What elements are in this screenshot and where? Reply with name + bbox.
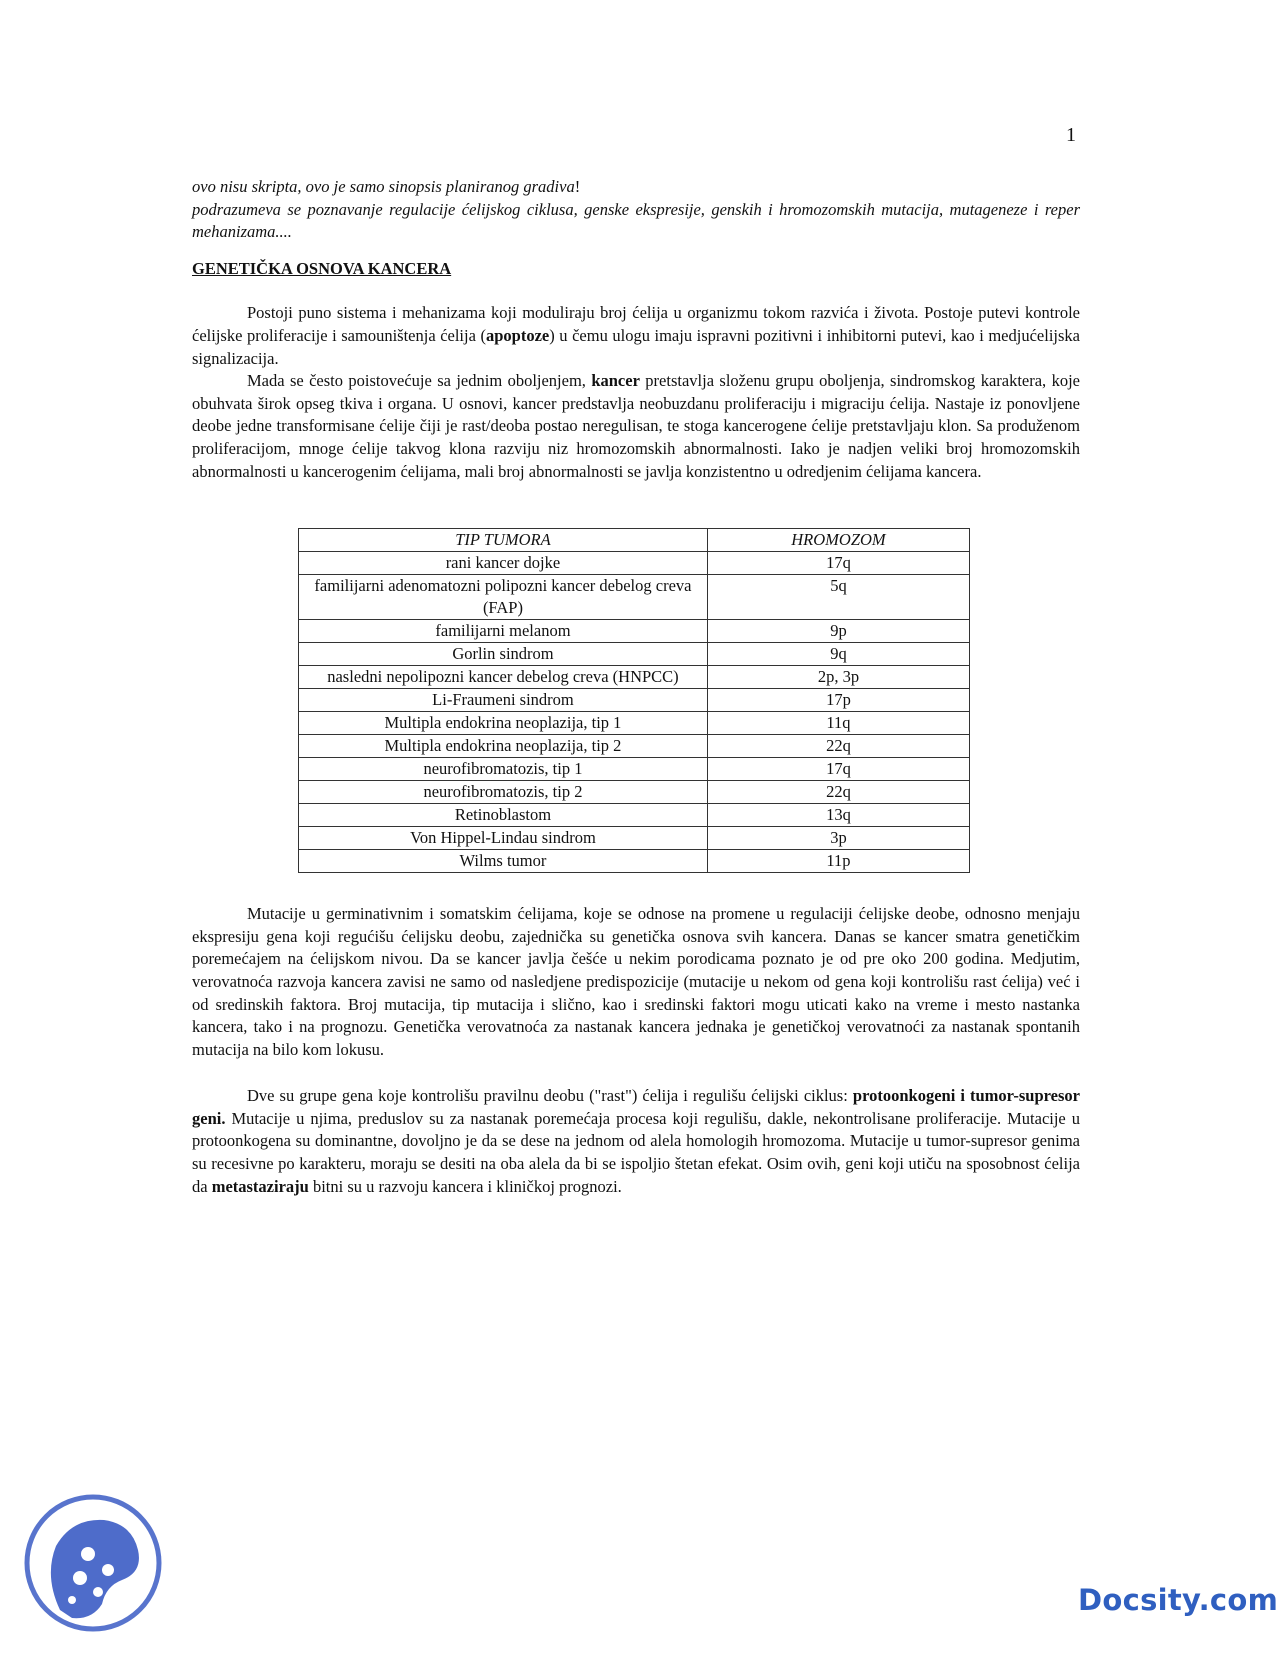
table-row — [299, 643, 970, 666]
paragraph-4-text-a: Dve su grupe gena koje kontrolišu pravilnu deobu ("rast") ćelija i regulišu ćelijski ciklus: — [247, 1086, 853, 1106]
paragraph-4 — [192, 1085, 1080, 1198]
paragraph-4-text-c: bitni su u razvoju kancera i kliničkoj prognozi. — [308, 1176, 622, 1196]
chromosome-cell: 5q — [707, 575, 969, 620]
chromosome-cell: 22q — [707, 781, 969, 804]
table-row — [299, 689, 970, 712]
docsity-brand-text[interactable]: Docsity.com — [1078, 1583, 1279, 1617]
table-row — [299, 758, 970, 781]
table-row — [299, 827, 970, 850]
table-row — [299, 712, 970, 735]
chromosome-cell: 3p — [707, 827, 969, 850]
paragraph-2 — [192, 370, 1080, 483]
chromosome-cell: 2p, 3p — [707, 666, 969, 689]
section-title: GENETIČKA OSNOVA KANCERA — [192, 258, 452, 278]
chromosome-cell: 22q — [707, 735, 969, 758]
tumor-type-cell: Li-Fraumeni sindrom — [299, 689, 708, 712]
table-header-row — [299, 529, 970, 552]
paragraph-4-bold-genes: protoonkogeni i tumor-supresor geni. — [192, 1086, 1080, 1128]
paragraph-2-text-b: pretstavlja složenu grupu oboljenja, sindromskog karaktera, koje obuhvata širok opseg tkiva i organa. U osnovi, kancer predstavlja neobuzdanu proliferaciju i migraciju ćelija. Nastaje iz ponovljene deobe jedne transformisane ćelije čiji je rast/deoba postao neregulisan, te stoga kancerogene ćelije pretstavljaju klon. Sa produženom proliferacijom, mnoge ćelije takvog klona razviju niz hromozomskih abnormalnosti. Iako je nadjen veliki broj hromozomskih abnormalnosti u kancerogenim ćelijama, mali broj abnormalnosti se javlja konzistentno u odredjenim ćelijama kancera. — [192, 371, 1080, 481]
paragraph-1-text-a: Postoji puno sistema i mehanizama koji moduliraju broj ćelija u organizmu tokom razvića i života. Postoje putevi kontrole ćelijske proliferacije i samouništenja ćelija ( — [192, 303, 1080, 345]
header-note-1-mark: ! — [574, 177, 581, 196]
chromosome-cell: 17q — [707, 758, 969, 781]
paragraph-1-text-b: ) u čemu ulogu imaju ispravni pozitivni i inhibitorni putevi, kao i medjućelijska signalizacija. — [192, 325, 1080, 368]
tumor-type-cell: familijarni adenomatozni polipozni kancer debelog creva (FAP) — [299, 575, 708, 620]
chromosome-cell: 17p — [707, 689, 969, 712]
paragraph-4-text-b: Mutacije u njima, preduslov su za nastanak poremećaja procesa koji regulišu, dakle, nekontrolisane proliferacije. Mutacije u protoonkogena su dominantne, dovoljno je da se dese na jednom od alela homologih hromozoma. Mutacije u tumor-supresor genima su recesivne po karakteru, moraju se desiti na oba alela da bi se ispoljio štetan efekat. Osim ovih, geni koji utiču na sposobnost ćelija da — [192, 1108, 1080, 1196]
tumor-type-cell: Gorlin sindrom — [299, 643, 708, 666]
table-row — [299, 735, 970, 758]
docsity-logo-icon[interactable] — [22, 1492, 164, 1634]
header-note-1 — [192, 176, 1080, 199]
chromosome-cell: 9p — [707, 620, 969, 643]
page-number: 1 — [1066, 124, 1076, 146]
table-row — [299, 575, 970, 620]
chromosome-cell: 11q — [707, 712, 969, 735]
tumor-type-cell: Multipla endokrina neoplazija, tip 1 — [299, 712, 708, 735]
tumor-type-cell: neurofibromatozis, tip 1 — [299, 758, 708, 781]
table-row — [299, 552, 970, 575]
header-tumor-type: TIP TUMORA — [299, 529, 708, 552]
table-row — [299, 850, 970, 873]
header-chromosome: HROMOZOM — [707, 529, 969, 552]
tumor-type-cell: Multipla endokrina neoplazija, tip 2 — [299, 735, 708, 758]
tumor-chromosome-table — [298, 528, 970, 873]
paragraph-2-bold: kancer — [591, 371, 640, 391]
chromosome-cell: 17q — [707, 552, 969, 575]
paragraph-3: Mutacije u germinativnim i somatskim ćelijama, koje se odnose na promene u regulaciji ćelijske deobe, odnosno menjaju ekspresiju gena koji regućišu ćelijsku deobu, zajednička su genetička osnova svih kancera. Danas se kancer smatra genetičkim poremećajem na ćelijskom nivou. Da se kancer javlja češće u nekim porodicama poznato je od pre oko 200 godina. Medjutim, verovatnoća razvoja kancera zavisi ne samo od nasledjene predispozicije (mutacije u nekom od gena koji kontrolišu rast ćelija) već i od sredinskih faktora. Broj mutacija, tip mutacija i slično, kao i sredinski faktori mogu uticati kako na vreme i mesto nastanka kancera, tako i na prognozu. Genetička verovatnoća za nastanak kancera jednaka je genetičkoj verovatnoći za nastanak spontanih mutacija na bilo kom lokusu. — [192, 904, 1080, 1059]
chromosome-cell: 9q — [707, 643, 969, 666]
tumor-table-wrapper — [192, 528, 1080, 873]
paragraph-1-bold: apoptoze — [485, 325, 550, 345]
tumor-type-cell: familijarni melanom — [299, 620, 708, 643]
paragraph-4-bold-metastasis: metastaziraju — [211, 1176, 309, 1196]
table-row — [299, 804, 970, 827]
paragraph-1 — [192, 302, 1080, 370]
tumor-type-cell: Von Hippel-Lindau sindrom — [299, 827, 708, 850]
chromosome-cell: 13q — [707, 804, 969, 827]
tumor-type-cell: neurofibromatozis, tip 2 — [299, 781, 708, 804]
table-row — [299, 620, 970, 643]
tumor-type-cell: nasledni nepolipozni kancer debelog creva (HNPCC) — [299, 666, 708, 689]
tumor-type-cell: Retinoblastom — [299, 804, 708, 827]
paragraph-2-text-a: Mada se često poistovećuje sa jednim oboljenjem, — [247, 371, 592, 391]
document-body — [192, 176, 1080, 1198]
table-row — [299, 781, 970, 804]
tumor-type-cell: rani kancer dojke — [299, 552, 708, 575]
header-note-2: podrazumeva se poznavanje regulacije ćelijskog ciklusa, genske ekspresije, genskih i hromozomskih mutacija, mutageneze i reper mehanizama.... — [192, 199, 1080, 242]
header-note-1-text: ovo nisu skripta, ovo je samo sinopsis planiranog gradiva — [192, 177, 575, 196]
chromosome-cell: 11p — [707, 850, 969, 873]
table-row — [299, 666, 970, 689]
tumor-type-cell: Wilms tumor — [299, 850, 708, 873]
